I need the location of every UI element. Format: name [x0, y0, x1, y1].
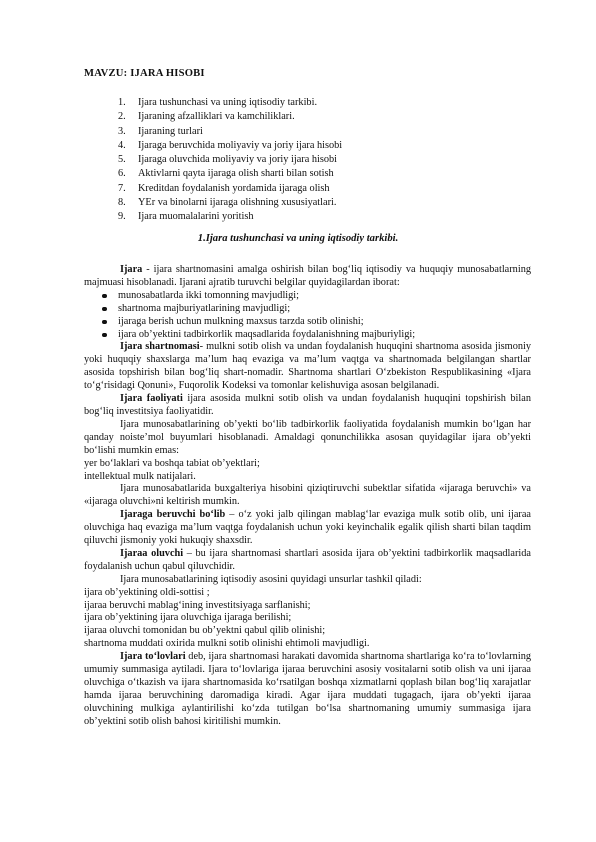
- topic-number: 2.: [118, 111, 126, 123]
- topic-number: 8.: [118, 197, 126, 209]
- plain-line: shartnoma muddati oxirida mulkni sotib olinishi ehtimoli mavjudligi.: [84, 638, 370, 650]
- term-bold: Ijaraa oluvchi: [120, 547, 184, 559]
- topic-item: [118, 182, 342, 196]
- paragraph-subektlar: Ijara munosabatlarida buxgalteriya hisobini qiziqtiruvchi subektlar sifatida «ijaraga beruvchi» va «ijaraga oluvchi»ni keltirish mumkin.: [84, 483, 531, 508]
- topic-item: [118, 139, 342, 153]
- topic-text: Ijara muomalalarini yoritish: [138, 211, 254, 223]
- paragraph-ijara-obyekti: Ijara munosabatlarining ob’yekti bo‘lib tadbirkorlik faoliyatida foydalanish mumkin bo‘lgan har qanday noiste’mol buyumlari hisoblanadi. Amaldagi qonunchilikka asosan quyidagilar ijara ob’yekti bo‘lishi mumkin emas:: [84, 418, 531, 456]
- paragraph-text: – o‘z yoki jalb qilingan mablag‘lar evaziga mulk sotib olib, uni ijaraa oluvchiga haq evaziga ma’lum vaqtga foydalanish uchun yoki keyinchalik egalik qilish sharti bilan taqdim qiluvchi jismoniy yoki hukuqiy shaxsdir.: [84, 509, 531, 547]
- topic-text: Ijaraga beruvchida moliyaviy va joriy ijara hisobi: [138, 139, 343, 151]
- topic-list: [118, 96, 342, 225]
- paragraph-ijara-definition: [84, 264, 531, 290]
- topic-item: [118, 153, 342, 167]
- topic-number: 9.: [118, 211, 126, 223]
- paragraph-ijara-shartnomasi: [84, 341, 531, 393]
- topic-text: Ijaraning afzalliklari va kamchiliklari.: [138, 111, 295, 123]
- plain-line: ijaraa beruvchi mablag‘ining investitsiyaga sarflanishi;: [84, 599, 311, 611]
- term-bold: Ijara shartnomasi: [120, 341, 200, 353]
- term-bold: Ijaraga beruvchi bo‘lib: [120, 509, 226, 521]
- paragraph-text: – bu ijara shartnomasi shartlari asosida ijara ob’yektini tadbirkorlik maqsadlarida foydalanish uchun qabul qiluvchidir.: [84, 547, 531, 572]
- paragraph-text: - mulkni sotib olish va undan foydalanish huquqini shartnoma asosida jismoniy yoki huquqiy shaxslarga ma’lum haq evaziga va ma’lum vaqtga va shartnomada belgilangan shartlar asosida topshirish bilan bog‘liq shart-nomadir. Shartnoma shartlari O‘zbekiston Respublikasining «Ijara to‘g‘risidagi Qonuni», Fuqorolik Kodeksi va tomonlar kelishuviga asosan belgilanadi.: [84, 341, 532, 392]
- topic-item: [118, 110, 342, 124]
- term-bold: Ijara faoliyati: [120, 393, 183, 405]
- paragraph-ijaraga-beruvchi: [84, 509, 531, 548]
- term-bold: Ijara to‘lovlari: [120, 651, 186, 663]
- document-body: [84, 264, 531, 729]
- topic-number: 1.: [118, 97, 126, 108]
- bullet-item: shartnoma majburiyatlarining mavjudligi;: [84, 303, 531, 316]
- bullet-list: [84, 290, 531, 342]
- bullet-item: ijaraga berish uchun mulkning maxsus tarzda sotib olinishi;: [84, 316, 531, 329]
- paragraph-text: ijara asosida mulkni sotib olish va undan foydalanish huquqini topshirish bilan bog‘liq investitsiya faoliyatidir.: [84, 393, 531, 417]
- paragraph-iqtisodiy-asos: Ijara munosabatlarining iqtisodiy asosini quyidagi unsurlar tashkil qiladi:: [120, 573, 422, 585]
- topic-text: Aktivlarni qayta ijaraga olish sharti bilan sotish: [138, 168, 334, 180]
- topic-text: Ijaraga oluvchida moliyaviy va joriy ijara hisobi: [138, 154, 338, 166]
- topic-item: [118, 196, 342, 210]
- topic-number: 6.: [118, 168, 126, 180]
- plain-line: intellektual mulk natijalari.: [84, 470, 196, 482]
- term-bold: Ijara: [120, 264, 143, 275]
- section-heading: 1.Ijara tushunchasi va uning iqtisodiy tarkibi.: [197, 233, 399, 244]
- bullet-item: ijara ob’yektini tadbirkorlik maqsadlarida foydalanishning majburiyligi;: [84, 329, 531, 342]
- page-title: MAVZU: IJARA HISOBI: [84, 68, 205, 79]
- plain-line: ijara ob’yektining oldi-sottisi ;: [84, 586, 210, 598]
- topic-number: 4.: [118, 139, 126, 151]
- plain-line: ijaraa oluvchi tomonidan bu ob’yektni qabul qilib olinishi;: [84, 625, 326, 637]
- topic-item: [118, 167, 342, 181]
- topic-text: YEr va binolarni ijaraga olishning xususiyatlari.: [138, 197, 337, 209]
- topic-item: [118, 125, 342, 139]
- paragraph-text: - ijara shartnomasini amalga oshirish bilan bog‘liq iqtisodiy va huquqiy munosabatlarning majmuasi hisoblanadi. Ijarani ajratib turuvchi belgilar quyidagilardan iborat:: [84, 264, 531, 288]
- paragraph-text: deb, ijara shartnomasi harakati davomida shartnoma shartlariga ko‘ra to‘lovlarning umumiy summasiga aytiladi. Ijara to‘lovlariga ijaraa beruvchini asosiy vositalarni sotib olish va uni ijaraa oluvchiga o‘tkazish va ijara shartnomasida ko‘rsatilgan boshqa xizmatlarni qoplash bilan bog‘liq xarajatlar hamda ijaraa beruvchining daromadiga kiradi. Agar ijara muddati tugagach, ijara ob’yekti ijaraa oluvchining mulkiga aylantirilishi ko‘zda tutilgan bo‘lsa shartnomaning umumiy summasiga ijara ob’yektini sotib olish bahosi kiritilishi mumkin.: [84, 651, 531, 727]
- plain-line: yer bo‘laklari va boshqa tabiat ob’yektlari;: [84, 457, 260, 469]
- paragraph-ijaraa-oluvchi: [84, 548, 531, 574]
- plain-line: ijara ob’yektining ijara oluvchiga ijaraga berilishi;: [84, 612, 292, 624]
- topic-number: 7.: [118, 182, 126, 194]
- topic-text: Ijara tushunchasi va uning iqtisodiy tarkibi.: [138, 97, 318, 108]
- topic-number: 3.: [118, 125, 126, 137]
- topic-text: Kreditdan foydalanish yordamida ijaraga olish: [138, 182, 330, 194]
- paragraph-ijara-tolovlari: [84, 651, 531, 728]
- topic-item: [118, 96, 342, 110]
- topic-item: [118, 210, 342, 224]
- topic-text: Ijaraning turlari: [138, 125, 203, 137]
- bullet-item: munosabatlarda ikki tomonning mavjudligi;: [84, 290, 531, 303]
- topic-number: 5.: [118, 154, 126, 166]
- paragraph-ijara-faoliyati: [84, 393, 531, 419]
